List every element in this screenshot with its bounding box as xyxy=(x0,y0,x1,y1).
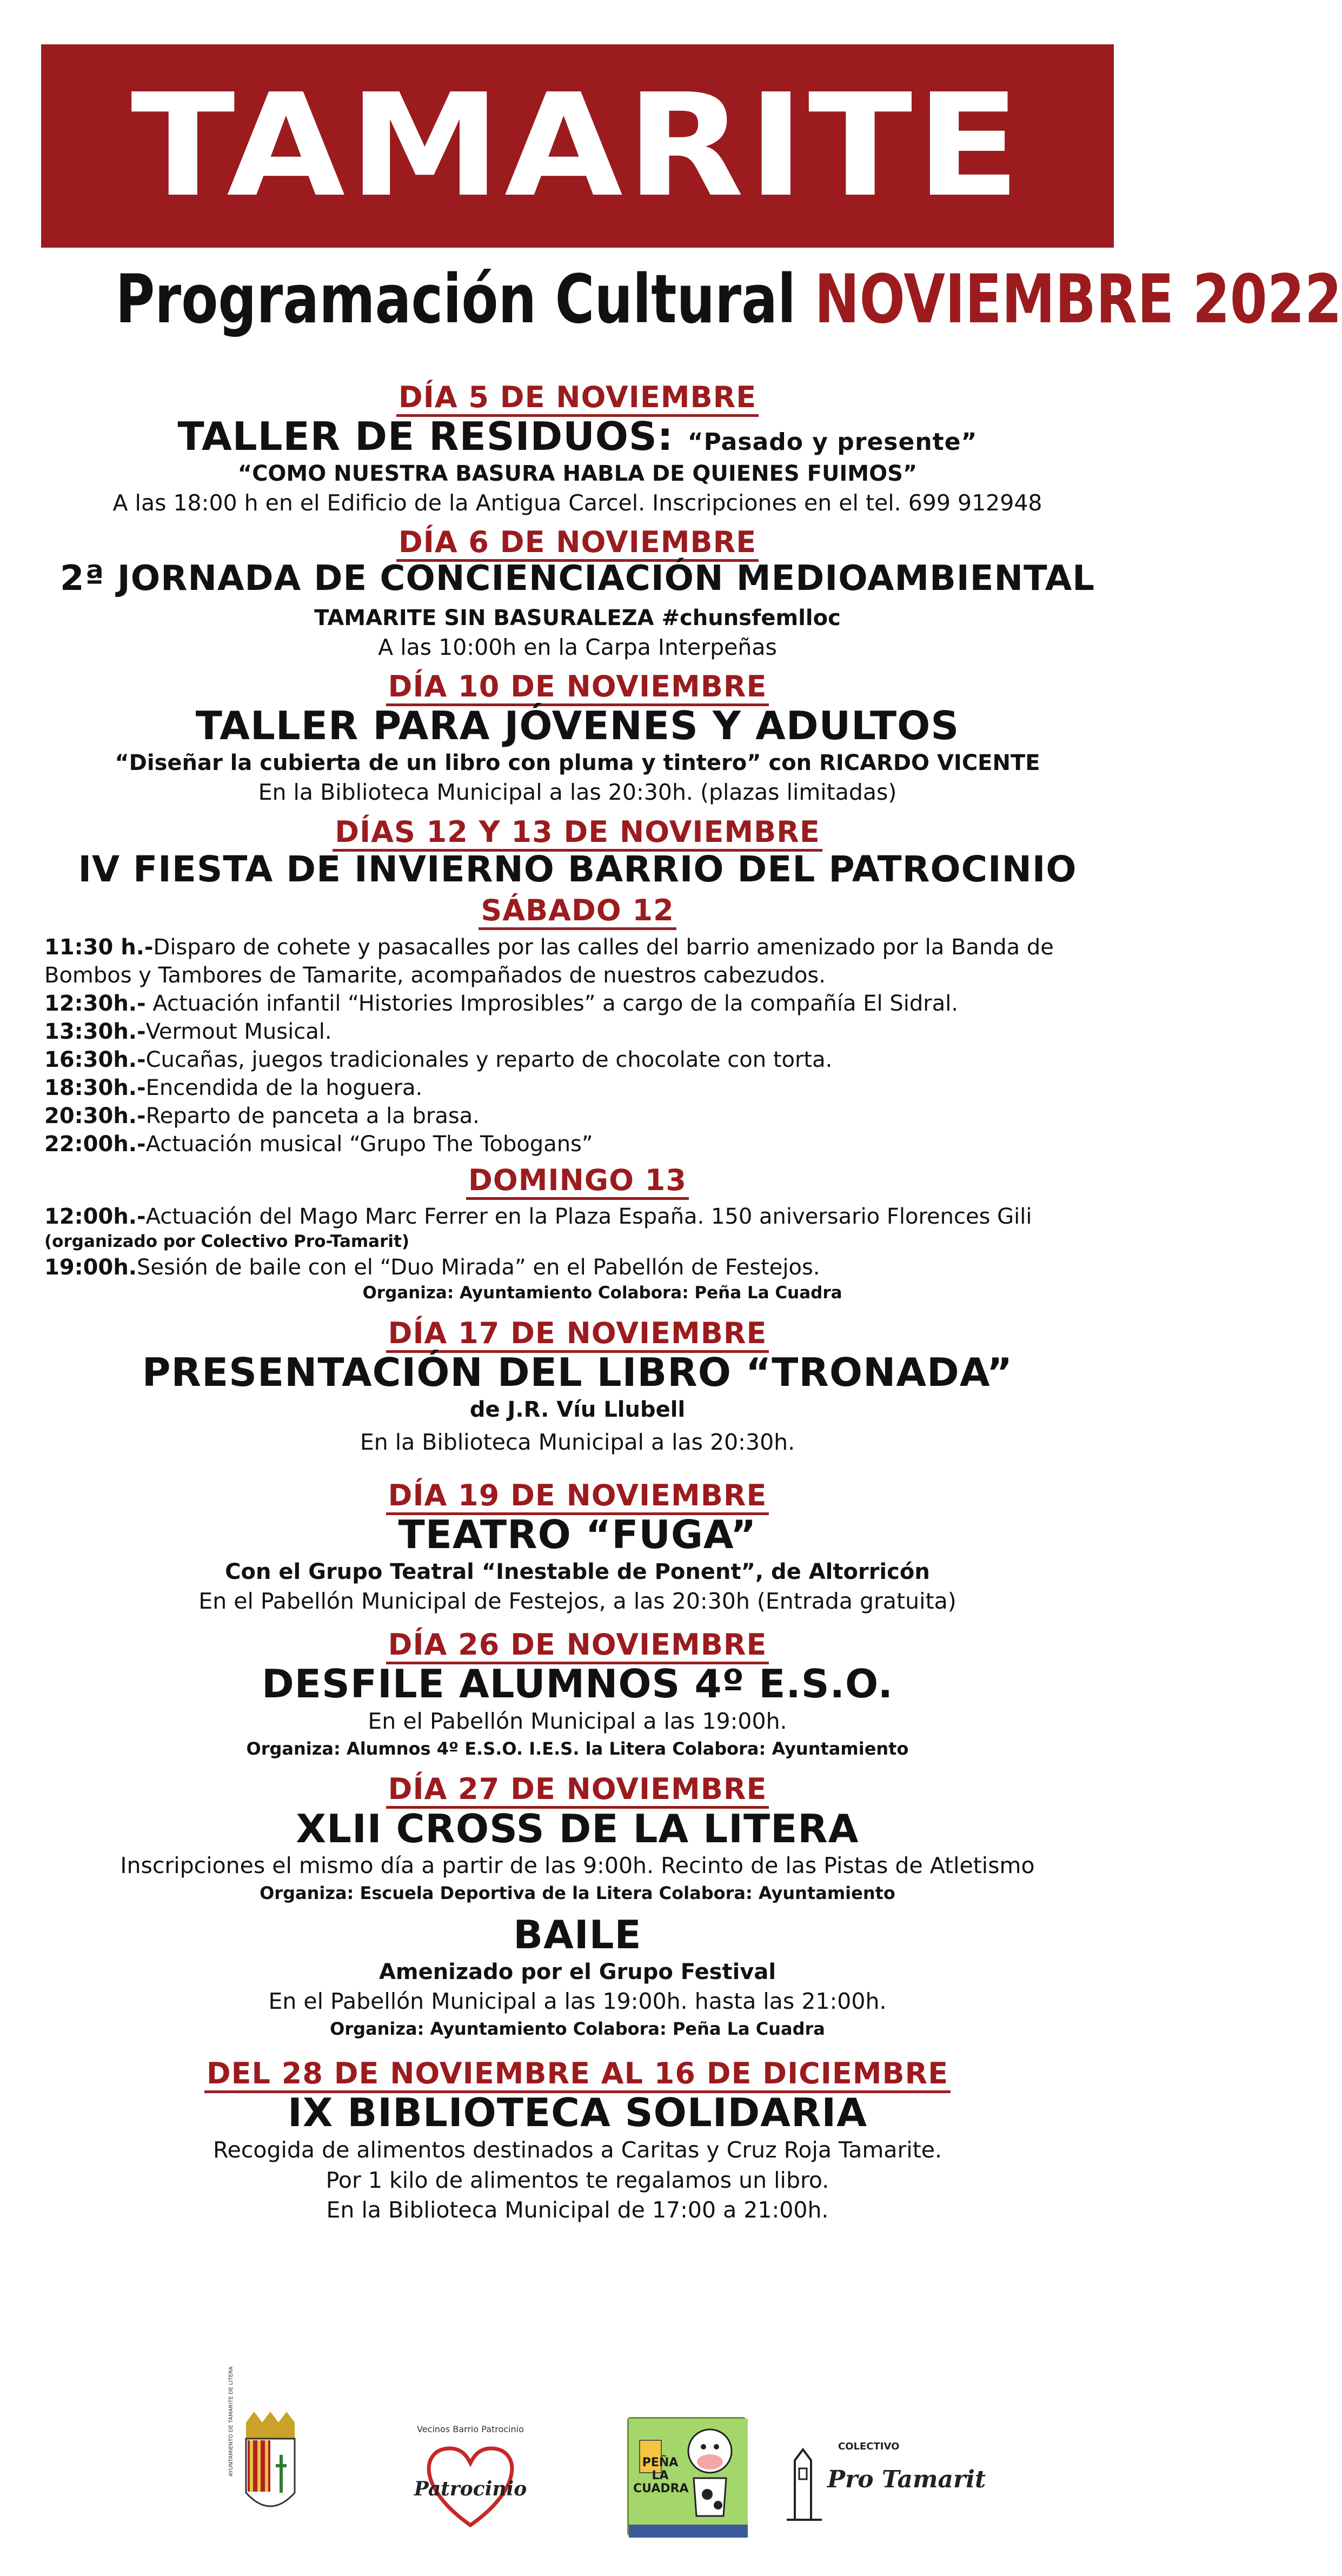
patrocinio-name: Patrocinio xyxy=(414,2478,527,2500)
saturday-schedule xyxy=(0,933,1155,1158)
subtitle-month: NOVIEMBRE 2022 xyxy=(814,261,1342,338)
organizer-line: Organiza: Ayuntamiento Colabora: Peña La Cuadra xyxy=(330,2018,825,2039)
schedule-note: (organizado por Colectivo Pro-Tamarit) xyxy=(44,1231,409,1251)
event-title: 2ª JORNADA DE CONCIENCIACIÓN MEDIOAMBIENTAL xyxy=(59,559,1095,599)
pena-la-cuadra-logo xyxy=(627,2417,746,2536)
title-banner xyxy=(41,44,1114,248)
event-title-baile: BAILE xyxy=(513,1912,642,1958)
ayuntamiento-coat-of-arms-logo xyxy=(216,2366,324,2541)
event-26-nov xyxy=(0,1628,1155,1761)
event-6-nov xyxy=(0,526,1155,662)
event-date: DÍA 17 DE NOVIEMBRE xyxy=(386,1316,769,1353)
organizer-line: Organiza: Alumnos 4º E.S.O. I.E.S. la Litera Colabora: Ayuntamiento xyxy=(246,1738,909,1759)
schedule-item: 12:30h.- Actuación infantil “Histories Improsibles” a cargo de la compañía El Sidral. xyxy=(44,991,959,1016)
schedule-item: 11:30 h.-Disparo de cohete y pasacalles por las calles del barrio amenizado por la Banda de xyxy=(44,934,1054,960)
event-5-nov xyxy=(0,381,1155,518)
event-info: A las 18:00 h en el Edificio de la Antigua Carcel. Inscripciones en el tel. 699 912948 xyxy=(112,489,1042,516)
event-info: Por 1 kilo de alimentos te regalamos un libro. xyxy=(325,2167,829,2193)
event-subtitle: Con el Grupo Teatral “Inestable de Ponent”, de Altorricón xyxy=(225,1559,930,1585)
event-title: PRESENTACIÓN DEL LIBRO “TRONADA” xyxy=(142,1350,1013,1395)
subtitle-program: Programación Cultural xyxy=(115,261,796,338)
schedule-item: 19:00h.Sesión de baile con el “Duo Mirada” en el Pabellón de Festejos. xyxy=(44,1254,820,1280)
event-info: En el Pabellón Municipal de Festejos, a las 20:30h (Entrada gratuita) xyxy=(198,1588,956,1615)
organizer-line: Organiza: Escuela Deportiva de la Litera Colabora: Ayuntamiento xyxy=(260,1882,895,1903)
event-10-nov xyxy=(0,670,1155,807)
program-subtitle xyxy=(115,261,1342,338)
schedule-item: 16:30h.-Cucañas, juegos tradicionales y reparto de chocolate con torta. xyxy=(44,1047,833,1072)
schedule-item: Bombos y Tambores de Tamarite, acompañados de nuestros cabezudos. xyxy=(44,962,826,988)
ayuntamiento-caption: AYUNTAMIENTO DE TAMARITE DE LITERA xyxy=(228,2366,234,2477)
event-title: IX BIBLIOTECA SOLIDARIA xyxy=(288,2090,867,2136)
event-subtitle: de J.R. Víu Llubell xyxy=(469,1397,686,1422)
event-date: DÍA 19 DE NOVIEMBRE xyxy=(386,1478,769,1515)
schedule-item: 22:00h.-Actuación musical “Grupo The Tobogans” xyxy=(44,1131,593,1157)
event-date: DÍA 10 DE NOVIEMBRE xyxy=(386,669,769,706)
event-17-nov xyxy=(0,1317,1155,1457)
event-date: DÍA 5 DE NOVIEMBRE xyxy=(396,380,759,417)
event-title: XLII CROSS DE LA LITERA xyxy=(296,1805,859,1851)
event-date: DÍA 6 DE NOVIEMBRE xyxy=(396,525,759,562)
cuadra-caption: PEÑA LA CUADRA xyxy=(633,2456,689,2496)
event-info: Inscripciones el mismo día a partir de las 9:00h. Recinto de las Pistas de Atletismo xyxy=(120,1853,1035,1879)
event-subtitle: “Diseñar la cubierta de un libro con pluma y tintero” con RICARDO VICENTE xyxy=(115,751,1040,776)
sunday-schedule xyxy=(0,1203,1155,1305)
event-subtitle: “COMO NUESTRA BASURA HABLA DE QUIENES FUIMOS” xyxy=(237,461,918,486)
event-info: En la Biblioteca Municipal de 17:00 a 21:00h. xyxy=(326,2196,829,2223)
schedule-item: 20:30h.-Reparto de panceta a la brasa. xyxy=(44,1103,480,1128)
event-info: En el Pabellón Municipal a las 19:00h. xyxy=(368,1708,787,1735)
town-title: TAMARITE xyxy=(131,63,1024,228)
event-list xyxy=(0,373,1155,2225)
event-info: Recogida de alimentos destinados a Caritas y Cruz Roja Tamarite. xyxy=(212,2137,942,2163)
schedule-item: 18:30h.-Encendida de la hoguera. xyxy=(44,1075,423,1100)
event-title: TEATRO “FUGA” xyxy=(398,1512,757,1558)
sunday-heading: DOMINGO 13 xyxy=(466,1163,689,1200)
schedule-item: 12:00h.-Actuación del Mago Marc Ferrer en la Plaza España. 150 aniversario Florences Gili xyxy=(44,1204,1032,1229)
event-title: TALLER DE RESIDUOS: xyxy=(177,414,674,460)
colectivo-pro-tamarit-logo xyxy=(779,2428,986,2525)
event-27-nov xyxy=(0,1772,1155,2041)
event-date: DEL 28 DE NOVIEMBRE AL 16 DE DICIEMBRE xyxy=(204,2056,951,2093)
event-title: DESFILE ALUMNOS 4º E.S.O. xyxy=(262,1661,893,1707)
event-info: En la Biblioteca Municipal a las 20:30h. (plazas limitadas) xyxy=(258,779,897,806)
event-19-nov xyxy=(0,1479,1155,1616)
event-12-13-nov xyxy=(0,815,1155,1305)
event-date: DÍA 26 DE NOVIEMBRE xyxy=(386,1628,769,1664)
event-title: TALLER PARA JÓVENES Y ADULTOS xyxy=(195,703,960,749)
saturday-heading: SÁBADO 12 xyxy=(479,893,676,930)
patrocinio-heart-logo xyxy=(395,2422,546,2531)
event-title-small: “Pasado y presente” xyxy=(687,428,978,456)
schedule-item: 13:30h.-Vermout Musical. xyxy=(44,1019,332,1044)
event-info: En el Pabellón Municipal a las 19:00h. hasta las 21:00h. xyxy=(268,1988,887,2015)
event-subtitle: Amenizado por el Grupo Festival xyxy=(378,1960,776,1985)
colectivo-caption: COLECTIVO xyxy=(838,2441,900,2452)
event-title: IV FIESTA DE INVIERNO BARRIO DEL PATROCINIO xyxy=(78,848,1077,890)
organizer-line: Organiza: Ayuntamiento Colabora: Peña La Cuadra xyxy=(362,1283,842,1303)
event-28-nov-16-dic xyxy=(0,2057,1155,2225)
event-info: A las 10:00h en la Carpa Interpeñas xyxy=(378,634,777,660)
sponsor-logos xyxy=(0,2366,1155,2536)
event-date: DÍA 27 DE NOVIEMBRE xyxy=(386,1772,769,1809)
event-date: DÍAS 12 Y 13 DE NOVIEMBRE xyxy=(333,815,822,852)
patrocinio-caption: Vecinos Barrio Patrocinio xyxy=(417,2424,524,2434)
colectivo-name: Pro Tamarit xyxy=(827,2466,986,2493)
event-info: En la Biblioteca Municipal a las 20:30h. xyxy=(360,1429,795,1455)
event-subtitle: TAMARITE SIN BASURALEZA #chunsfemlloc xyxy=(314,605,841,630)
